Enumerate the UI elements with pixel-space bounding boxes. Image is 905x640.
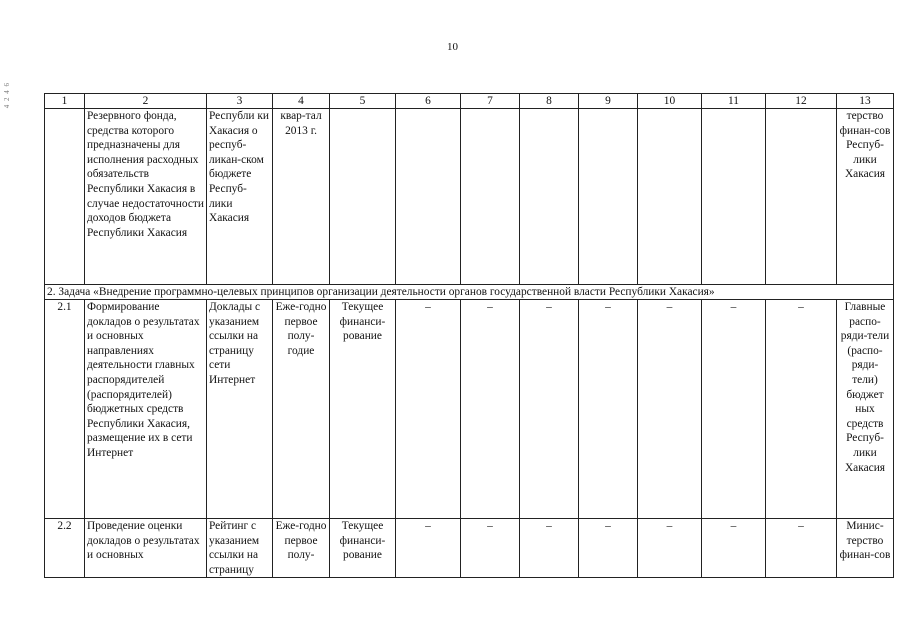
measure-cell: Формирование докладов о результатах и основных направлениях деятельности главных распорядителей (распорядителей) бюджетных средств Республики Хакасия, размещение их в сети Интернет: [85, 300, 207, 519]
value-cell: –: [579, 300, 638, 519]
plan-table: [44, 93, 894, 578]
row-number: 2.2: [45, 519, 85, 578]
value-cell: –: [702, 519, 766, 578]
row-number: [45, 109, 85, 285]
header-cell: 3: [207, 94, 273, 109]
value-cell: –: [638, 519, 702, 578]
term-cell: Еже-годно первое полу-: [273, 519, 330, 578]
header-cell: 2: [85, 94, 207, 109]
term-cell: квар-тал 2013 г.: [273, 109, 330, 285]
value-cell: [520, 109, 579, 285]
header-cell: 10: [638, 94, 702, 109]
result-cell: Доклады с указанием ссылки на страницу сети Интернет: [207, 300, 273, 519]
value-cell: –: [579, 519, 638, 578]
task-row: [45, 285, 894, 300]
value-cell: –: [461, 519, 520, 578]
term-cell: Еже-годно первое полу-годие: [273, 300, 330, 519]
header-cell: 11: [702, 94, 766, 109]
financing-cell: [330, 109, 396, 285]
result-cell: Республи ки Хакасия о респуб-ликан-ском бюджете Респуб-лики Хакасия: [207, 109, 273, 285]
table-row: [45, 109, 894, 285]
value-cell: –: [766, 300, 837, 519]
task-title: 2. Задача «Внедрение программно-целевых принципов организации деятельности органов государственной власти Республики Хакасия»: [45, 285, 894, 300]
header-cell: 4: [273, 94, 330, 109]
value-cell: –: [396, 300, 461, 519]
margin-mark: 4 2 4 6: [3, 82, 11, 109]
value-cell: [702, 109, 766, 285]
value-cell: –: [520, 300, 579, 519]
value-cell: –: [702, 300, 766, 519]
header-cell: 7: [461, 94, 520, 109]
header-cell: 5: [330, 94, 396, 109]
measure-cell: Проведение оценки докладов о результатах и основных: [85, 519, 207, 578]
value-cell: –: [396, 519, 461, 578]
value-cell: [579, 109, 638, 285]
page-number: 10: [447, 41, 458, 53]
executor-cell: терство финан-сов Респуб-лики Хакасия: [837, 109, 894, 285]
value-cell: [461, 109, 520, 285]
financing-cell: Текущее финанси-рование: [330, 519, 396, 578]
value-cell: –: [766, 519, 837, 578]
value-cell: [766, 109, 837, 285]
value-cell: –: [638, 300, 702, 519]
financing-cell: Текущее финанси-рование: [330, 300, 396, 519]
value-cell: –: [520, 519, 579, 578]
value-cell: –: [461, 300, 520, 519]
header-cell: 13: [837, 94, 894, 109]
executor-cell: Главные распо-ряди-тели (распо-ряди-тели) бюджет ных средств Респуб-лики Хакасия: [837, 300, 894, 519]
header-cell: 8: [520, 94, 579, 109]
row-number: 2.1: [45, 300, 85, 519]
measure-cell: Резервного фонда, средства которого предназначены для исполнения расходных обязательств Республики Хакасия в случае недостаточности доходов бюджета Республики Хакасия: [85, 109, 207, 285]
table-row: [45, 519, 894, 578]
table-row: [45, 300, 894, 519]
value-cell: [638, 109, 702, 285]
header-cell: 12: [766, 94, 837, 109]
header-cell: 9: [579, 94, 638, 109]
header-cell: 1: [45, 94, 85, 109]
value-cell: [396, 109, 461, 285]
header-row: [45, 94, 894, 109]
header-cell: 6: [396, 94, 461, 109]
result-cell: Рейтинг с указанием ссылки на страницу: [207, 519, 273, 578]
executor-cell: Минис-терство финан-сов: [837, 519, 894, 578]
